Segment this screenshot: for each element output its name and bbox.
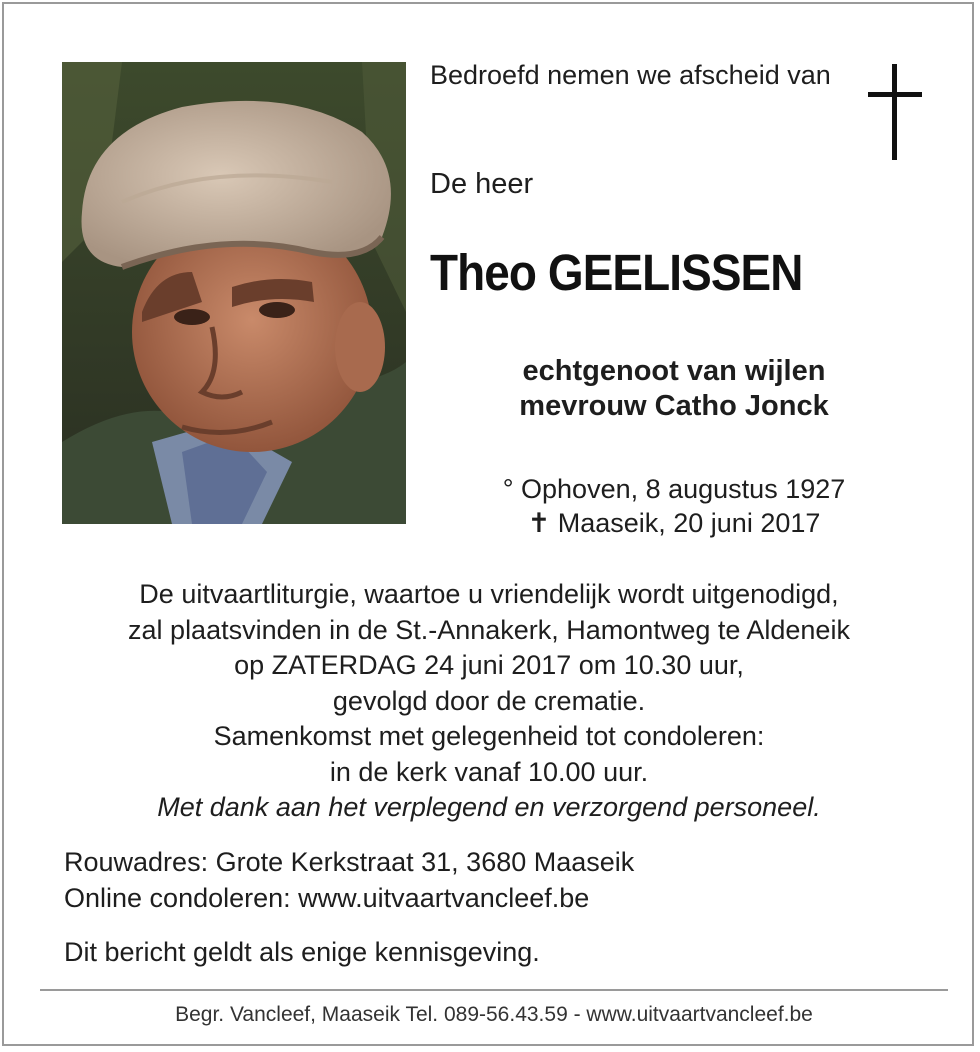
- ceremony-line: gevolgd door de crematie.: [332, 685, 646, 716]
- birth-info: ° Ophoven, 8 augustus 1927: [502, 474, 846, 504]
- death-info: ✝ Maaseik, 20 juni 2017: [527, 508, 821, 538]
- death-notice-card: [2, 2, 974, 1046]
- ceremony-line: Samenkomst met gelegenheid tot condoleren:: [213, 721, 765, 751]
- funeral-home-footer: Begr. Vancleef, Maaseik Tel. 089-56.43.59 - www.uitvaartvancleef.be: [175, 1003, 813, 1026]
- ceremony-line: zal plaatsvinden in de St.-Annakerk, Hamontweg te Aldeneik: [128, 614, 850, 645]
- ceremony-line: De uitvaartliturgie, waartoe u vriendelijk wordt uitgenodigd,: [139, 579, 839, 609]
- contact-info: [64, 844, 634, 916]
- spouse-line-1: echtgenoot van wijlen: [522, 355, 826, 387]
- portrait-photo: [62, 62, 406, 524]
- deceased-name: Theo GEELISSEN: [430, 244, 803, 301]
- ceremony-line: op ZATERDAG 24 juni 2017 om 10.30 uur,: [234, 650, 744, 680]
- honorific-title: De heer: [430, 168, 534, 200]
- spouse-block: [424, 354, 924, 424]
- spouse-line-2: mevrouw Catho Jonck: [519, 389, 829, 422]
- thanks-line: Met dank aan het verplegend en verzorgend personeel.: [157, 792, 821, 822]
- only-notice-text: Dit bericht geldt als enige kennisgeving.: [64, 937, 540, 967]
- latin-cross-icon: [866, 64, 924, 162]
- mourning-address: Rouwadres: Grote Kerkstraat 31, 3680 Maaseik: [64, 847, 635, 877]
- intro-text: Bedroefd nemen we afscheid van: [430, 60, 831, 90]
- ceremony-info: [34, 577, 944, 826]
- divider: [40, 989, 948, 991]
- online-condolence: Online condoleren: www.uitvaartvancleef.be: [64, 883, 590, 913]
- ceremony-line: in de kerk vanaf 10.00 uur.: [329, 756, 649, 787]
